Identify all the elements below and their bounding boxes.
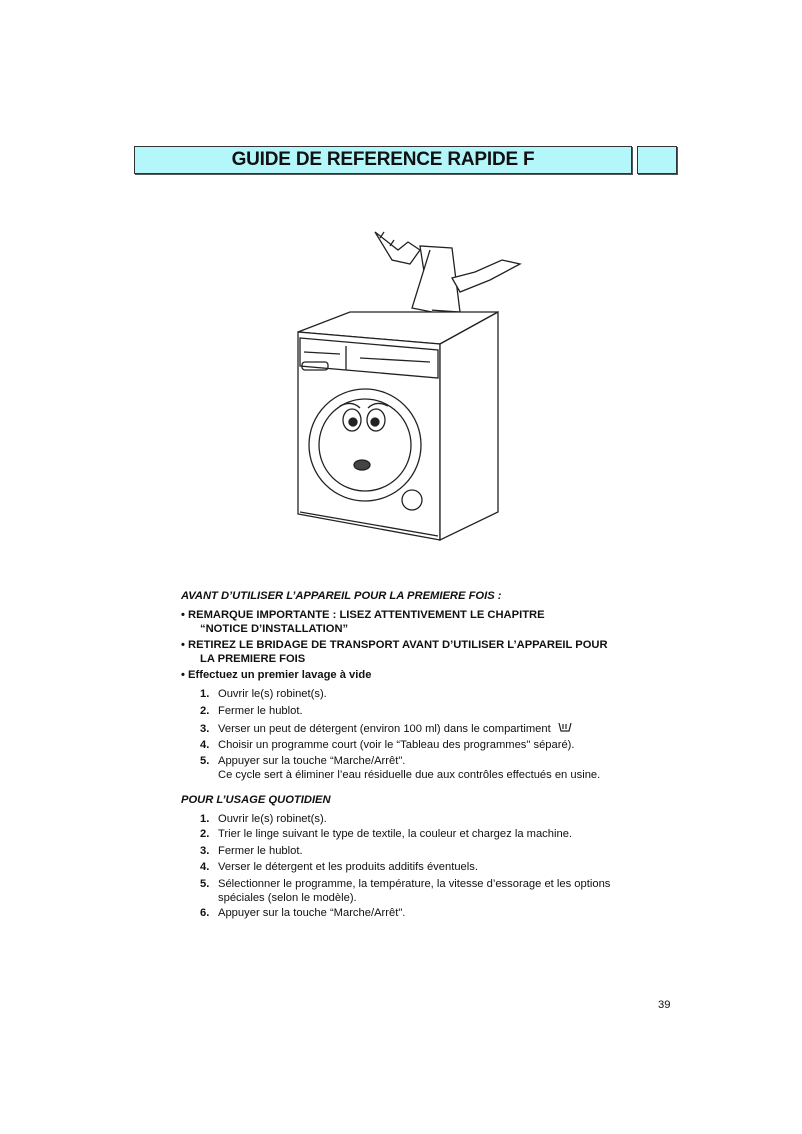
washing-machine-illustration <box>280 220 540 550</box>
step-number: 1. <box>200 813 210 825</box>
step-text: Fermer le hublot. <box>218 705 303 717</box>
step-text: Trier le linge suivant le type de textile, la couleur et chargez la machine. <box>218 828 573 840</box>
step-text: Appuyer sur la touche “Marche/Arrêt". <box>218 755 406 767</box>
step-text: Verser le détergent et les produits additifs éventuels. <box>218 861 478 873</box>
title-side-box <box>637 146 677 174</box>
section2-heading: POUR L’USAGE QUOTIDIEN <box>181 794 331 806</box>
step-number: 1. <box>200 688 210 700</box>
step-text <box>218 722 572 736</box>
step-text: Fermer le hublot. <box>218 845 303 857</box>
step-text: Appuyer sur la touche “Marche/Arrêt". <box>218 907 406 919</box>
step-number: 4. <box>200 739 210 751</box>
step-text: Sélectionner le programme, la température, la vitesse d’essorage et les options <box>218 878 611 890</box>
bullet-transport-bolts: • RETIREZ LE BRIDAGE DE TRANSPORT AVANT D’UTILISER L’APPAREIL POUR <box>181 639 608 651</box>
step-number: 6. <box>200 907 210 919</box>
step-text-cont: Ce cycle sert à éliminer l’eau résiduelle due aux contrôles effectués en usine. <box>218 769 601 781</box>
step-number: 5. <box>200 878 210 890</box>
bullet-first-wash: • Effectuez un premier lavage à vide <box>181 669 372 681</box>
step-number: 4. <box>200 861 210 873</box>
step-text-content: Verser un peut de détergent (environ 100 ml) dans le compartiment <box>218 723 551 735</box>
step-text: Choisir un programme court (voir le “Tableau des programmes" séparé). <box>218 739 575 751</box>
section1-heading: AVANT D’UTILISER L’APPAREIL POUR LA PREMIERE FOIS : <box>181 590 502 602</box>
step-text-cont: spéciales (selon le modèle). <box>218 892 357 904</box>
page-number: 39 <box>658 999 671 1011</box>
bullet-transport-bolts-cont: LA PREMIERE FOIS <box>200 653 306 665</box>
step-text: Ouvrir le(s) robinet(s). <box>218 688 327 700</box>
title-bar <box>134 146 632 174</box>
step-number: 3. <box>200 723 210 735</box>
bullet-important-notice-cont: “NOTICE D’INSTALLATION” <box>200 623 349 635</box>
bullet-important-notice: • REMARQUE IMPORTANTE : LISEZ ATTENTIVEMENT LE CHAPITRE <box>181 609 545 621</box>
step-number: 5. <box>200 755 210 767</box>
detergent-compartment-icon <box>558 722 572 732</box>
step-number: 2. <box>200 705 210 717</box>
step-number: 2. <box>200 828 210 840</box>
page-title: GUIDE DE REFERENCE RAPIDE F <box>231 149 535 170</box>
step-text: Ouvrir le(s) robinet(s). <box>218 813 327 825</box>
step-number: 3. <box>200 845 210 857</box>
